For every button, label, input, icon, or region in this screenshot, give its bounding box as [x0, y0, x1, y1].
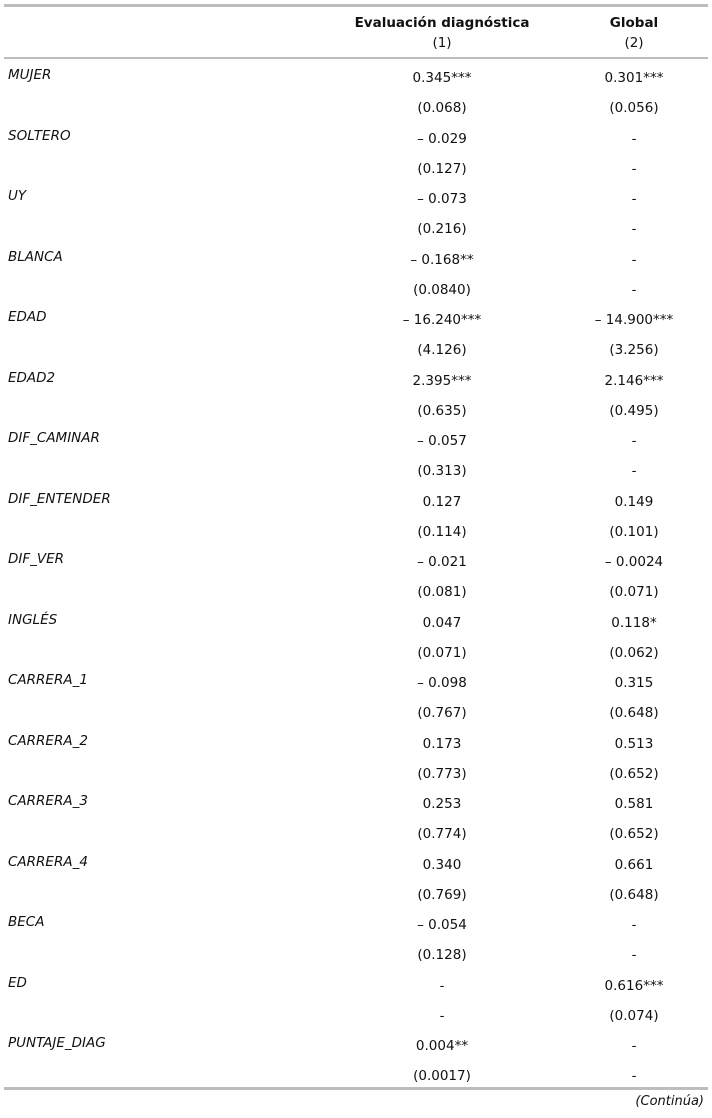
cell-col-2: 0.513 — [614, 735, 654, 752]
table-row — [0, 728, 712, 758]
table-row — [0, 304, 712, 334]
column-header-2-title: Global — [609, 15, 659, 31]
row-label: DIF_VER — [8, 551, 65, 567]
column-header-1 — [320, 13, 564, 53]
row-label: CARRERA_2 — [8, 732, 88, 749]
cell-col-1: (0.081) — [417, 584, 467, 601]
cell-col-2: (0.652) — [609, 826, 659, 843]
table-row — [0, 758, 712, 788]
cell-col-1: 0.004** — [415, 1038, 469, 1054]
column-header-1-title: Evaluación diagnóstica — [354, 15, 530, 31]
column-header-2-number: (2) — [624, 35, 644, 51]
cell-col-1: – 0.029 — [417, 130, 467, 147]
table-row — [0, 607, 712, 637]
table-row — [0, 62, 712, 92]
cell-col-2: – 14.900*** — [594, 312, 674, 328]
cell-col-2: 0.149 — [614, 493, 654, 510]
row-label: CARRERA_3 — [8, 793, 88, 809]
cell-col-1: (0.128) — [417, 947, 467, 964]
row-label: SOLTERO — [8, 127, 71, 144]
cell-col-1: - — [439, 977, 445, 994]
table-row — [0, 1000, 712, 1030]
cell-col-1: 0.173 — [422, 735, 462, 752]
row-label: BECA — [8, 914, 45, 930]
cell-col-2: - — [631, 947, 637, 964]
cell-col-1: (0.071) — [417, 644, 467, 661]
cell-col-2: (0.652) — [609, 765, 659, 782]
row-label: BLANCA — [8, 248, 63, 265]
cell-col-2: (0.495) — [609, 402, 659, 419]
cell-col-2: (0.071) — [609, 584, 659, 601]
cell-col-2: - — [631, 251, 637, 268]
cell-col-1: 0.345*** — [412, 70, 472, 86]
cell-col-2: (3.256) — [609, 342, 659, 359]
cell-col-1: 0.253 — [422, 796, 462, 812]
cell-col-1: - — [439, 1007, 445, 1024]
cell-col-2: - — [631, 130, 637, 147]
cell-col-2: - — [631, 281, 637, 298]
cell-col-1: – 0.098 — [417, 675, 467, 691]
table-row — [0, 425, 712, 455]
table-row — [0, 486, 712, 516]
column-header-2 — [564, 13, 704, 53]
table-row — [0, 153, 712, 183]
cell-col-1: – 0.057 — [417, 433, 467, 449]
cell-col-1: – 0.021 — [417, 554, 467, 570]
cell-col-2: – 0.0024 — [604, 554, 664, 570]
table-row — [0, 92, 712, 122]
table-row — [0, 637, 712, 667]
cell-col-2: (0.062) — [609, 644, 659, 661]
cell-col-1: 0.127 — [422, 493, 462, 510]
row-label: INGLÉS — [8, 611, 58, 628]
table-row — [0, 1060, 712, 1090]
cell-col-1: (0.769) — [417, 886, 467, 903]
table-row — [0, 909, 712, 939]
cell-col-1: (0.773) — [417, 765, 467, 782]
table-row — [0, 395, 712, 425]
cell-col-2: - — [631, 1068, 637, 1085]
table-bottom-rule — [4, 1087, 708, 1090]
cell-col-1: (0.774) — [417, 826, 467, 843]
cell-col-2: - — [631, 191, 637, 207]
table-row — [0, 697, 712, 727]
column-header-1-number: (1) — [432, 35, 452, 51]
table-row — [0, 576, 712, 606]
table-row — [0, 879, 712, 909]
row-label: UY — [8, 188, 27, 204]
table-body — [0, 62, 712, 1091]
table-row — [0, 516, 712, 546]
cell-col-1: 0.340 — [422, 856, 462, 873]
cell-col-1: (0.0840) — [413, 281, 471, 298]
cell-col-2: (0.648) — [609, 705, 659, 722]
table-row — [0, 1030, 712, 1060]
cell-col-2: 0.616*** — [604, 977, 664, 994]
cell-col-2: 0.118* — [611, 614, 657, 631]
row-label: CARRERA_4 — [8, 853, 88, 870]
cell-col-1: (0.313) — [417, 463, 467, 480]
cell-col-2: - — [631, 433, 637, 449]
cell-col-1: (0.635) — [417, 402, 467, 419]
table-row — [0, 788, 712, 818]
row-label: DIF_CAMINAR — [8, 430, 100, 446]
table-row — [0, 213, 712, 243]
cell-col-2: 0.581 — [614, 796, 654, 812]
cell-col-1: (0.767) — [417, 705, 467, 722]
table-row — [0, 334, 712, 364]
row-label: DIF_ENTENDER — [8, 490, 111, 507]
cell-col-2: - — [631, 917, 637, 933]
cell-col-2: 2.146*** — [604, 372, 664, 389]
row-label: ED — [8, 974, 27, 991]
cell-col-1: 0.047 — [422, 614, 462, 631]
cell-col-1: – 0.054 — [417, 917, 467, 933]
table-row — [0, 365, 712, 395]
cell-col-2: (0.074) — [609, 1007, 659, 1024]
cell-col-2: (0.056) — [609, 100, 659, 117]
cell-col-1: (0.127) — [417, 160, 467, 177]
cell-col-1: 2.395*** — [412, 372, 472, 389]
cell-col-1: – 0.073 — [417, 191, 467, 207]
table-row — [0, 183, 712, 213]
cell-col-2: - — [631, 1038, 637, 1054]
cell-col-2: - — [631, 160, 637, 177]
table-row — [0, 455, 712, 485]
cell-col-1: (4.126) — [417, 342, 467, 359]
table-header-rule — [4, 57, 708, 59]
table-row — [0, 970, 712, 1000]
cell-col-1: – 0.168** — [410, 251, 474, 268]
row-label: EDAD2 — [8, 369, 56, 386]
table-row — [0, 546, 712, 576]
row-label: MUJER — [8, 67, 52, 83]
cell-col-2: 0.315 — [614, 675, 654, 691]
cell-col-2: - — [631, 463, 637, 480]
row-label: CARRERA_1 — [8, 672, 88, 688]
table-row — [0, 244, 712, 274]
cell-col-1: (0.0017) — [413, 1068, 471, 1085]
cell-col-1: (0.216) — [417, 221, 467, 238]
cell-col-1: – 16.240*** — [402, 312, 482, 328]
cell-col-2: (0.648) — [609, 886, 659, 903]
cell-col-2: (0.101) — [609, 523, 659, 540]
cell-col-1: (0.068) — [417, 100, 467, 117]
table-footer-note: (Continúa) — [635, 1094, 704, 1109]
table-row — [0, 849, 712, 879]
table-row — [0, 123, 712, 153]
table-row — [0, 274, 712, 304]
cell-col-2: 0.661 — [614, 856, 654, 873]
table-top-rule — [4, 4, 708, 7]
cell-col-1: (0.114) — [417, 523, 467, 540]
cell-col-2: - — [631, 221, 637, 238]
cell-col-2: 0.301*** — [604, 70, 664, 86]
table-row — [0, 667, 712, 697]
table-row — [0, 818, 712, 848]
row-label: PUNTAJE_DIAG — [8, 1035, 106, 1051]
row-label: EDAD — [8, 309, 47, 325]
table-row — [0, 939, 712, 969]
